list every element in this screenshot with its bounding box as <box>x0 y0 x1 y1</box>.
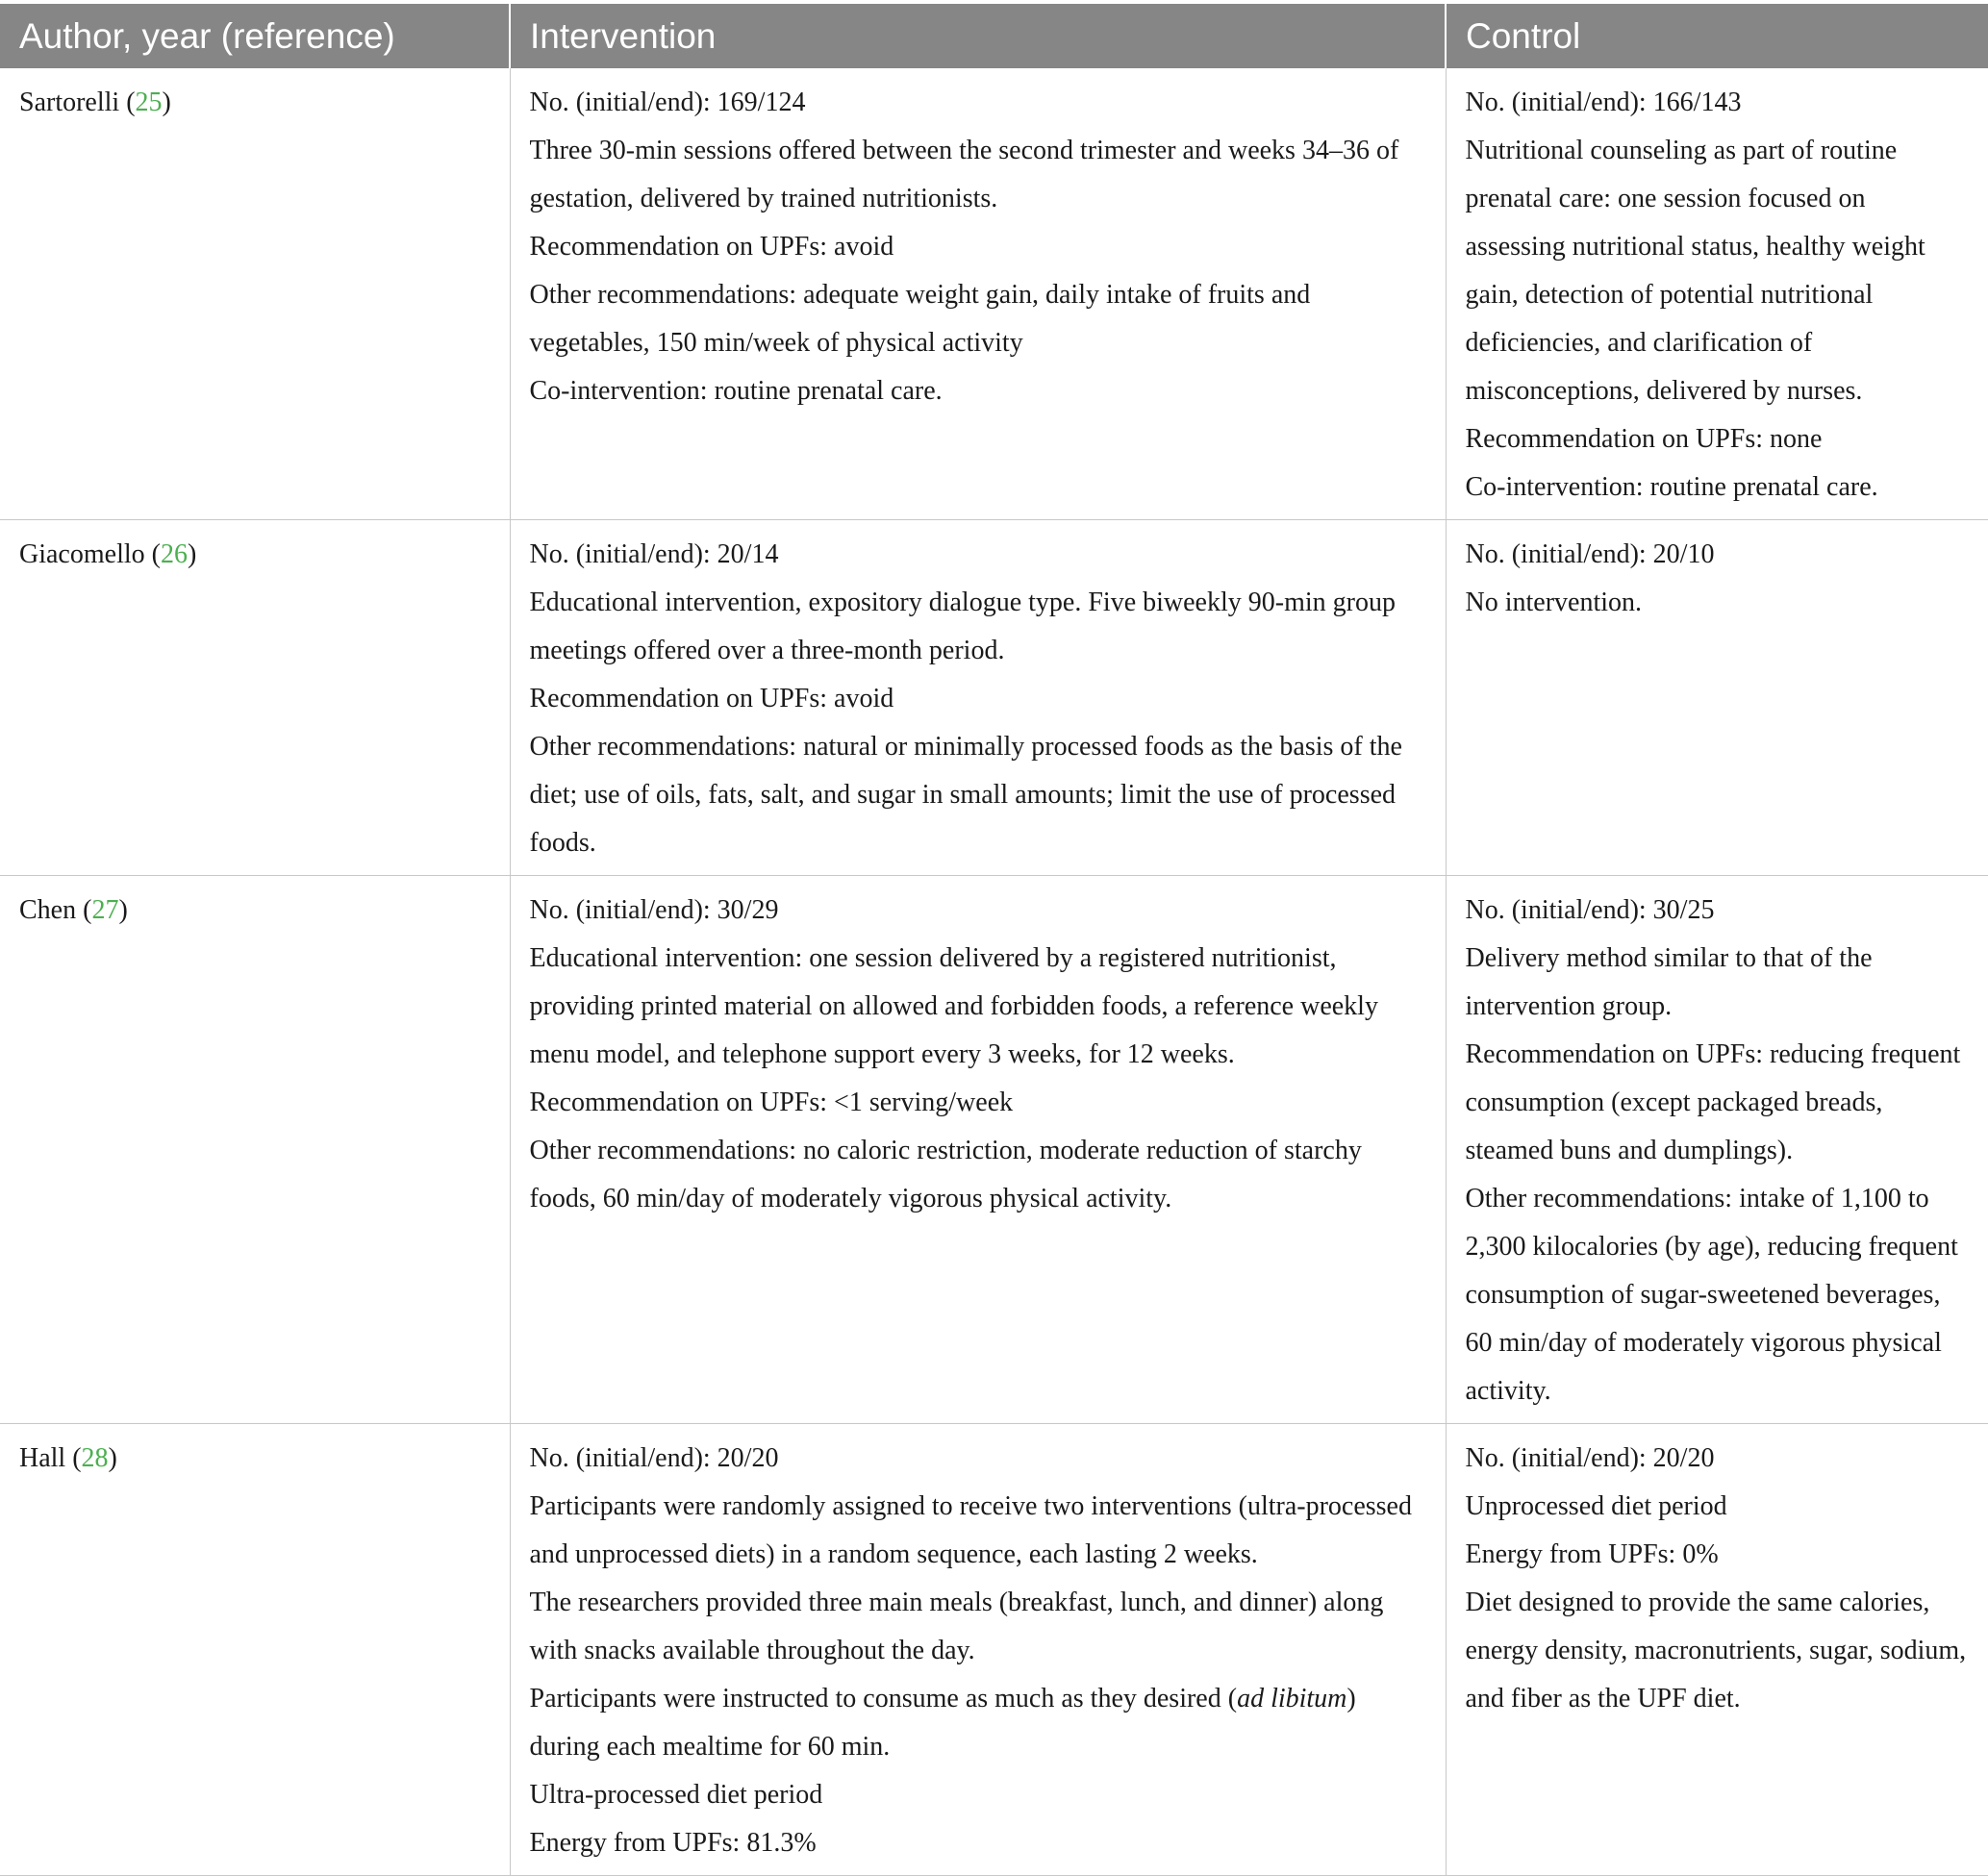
intervention-line: Recommendation on UPFs: avoid <box>529 684 894 713</box>
reference-link[interactable]: 25 <box>135 88 163 117</box>
reference-link[interactable]: 26 <box>160 539 188 569</box>
control-line: Delivery method similar to that of the intervention group. <box>1465 943 1873 1021</box>
table-header-row <box>0 4 1988 68</box>
control-line: Energy from UPFs: 0% <box>1465 1539 1719 1569</box>
table-row <box>0 68 1988 520</box>
control-line: No. (initial/end): 20/10 <box>1465 539 1715 569</box>
adlib-after: ) during each mealtime for 60 min. <box>529 1684 1356 1762</box>
author-name: Hall <box>19 1443 66 1473</box>
intervention-cell <box>510 876 1446 1424</box>
control-line: No intervention. <box>1465 588 1643 617</box>
control-line: Diet designed to provide the same calories, energy density, macronutrients, sugar, sodium, and fiber as the UPF diet. <box>1465 1588 1967 1713</box>
intervention-line: Recommendation on UPFs: <1 serving/week <box>529 1088 1014 1117</box>
control-cell <box>1446 876 1988 1424</box>
intervention-line: Educational intervention: one session delivered by a registered nutritionist, providing printed material on allowed and forbidden foods, a reference weekly menu model, and telephone support every 3 weeks, for 12 weeks. <box>529 943 1378 1069</box>
control-line: No. (initial/end): 20/20 <box>1465 1443 1715 1473</box>
header-author: Author, year (reference) <box>0 4 510 68</box>
control-line: Recommendation on UPFs: reducing frequent consumption (except packaged breads, steamed buns and dumplings). <box>1465 1039 1961 1165</box>
intervention-line: No. (initial/end): 169/124 <box>529 88 806 117</box>
author-name: Chen <box>19 895 77 925</box>
author-cell: Hall (28) <box>0 1424 510 1876</box>
control-cell <box>1446 520 1988 876</box>
intervention-line: No. (initial/end): 20/20 <box>529 1443 779 1473</box>
adlib-before: Participants were instructed to consume as much as they desired ( <box>529 1684 1238 1713</box>
author-name: Sartorelli <box>19 88 120 117</box>
study-table-container <box>0 4 1988 1876</box>
intervention-line: Recommendation on UPFs: avoid <box>529 232 894 262</box>
intervention-cell <box>510 68 1446 520</box>
intervention-line: No. (initial/end): 20/14 <box>529 539 779 569</box>
control-cell <box>1446 68 1988 520</box>
table-row <box>0 1424 1988 1876</box>
control-cell <box>1446 1424 1988 1876</box>
control-line: Other recommendations: intake of 1,100 to 2,300 kilocalories (by age), reducing frequent consumption of sugar-sweetened beverages, 60 min/day of moderately vigorous physical activity. <box>1465 1184 1958 1406</box>
intervention-line: Energy from UPFs: 81.3% <box>529 1828 817 1858</box>
intervention-line: Ultra-processed diet period <box>529 1780 823 1810</box>
control-line: Unprocessed diet period <box>1465 1491 1727 1521</box>
author-cell: Chen (27) <box>0 876 510 1424</box>
control-line: Nutritional counseling as part of routine prenatal care: one session focused on assessing nutritional status, healthy weight gain, detection of potential nutritional deficiencies, and clarification of misconceptions, delivered by nurses. <box>1465 136 1925 406</box>
intervention-line: Educational intervention, expository dialogue type. Five biweekly 90-min group meetings offered over a three-month period. <box>529 588 1396 665</box>
reference-link[interactable]: 28 <box>81 1443 109 1473</box>
table-row <box>0 876 1988 1424</box>
intervention-line: The researchers provided three main meals (breakfast, lunch, and dinner) along with snacks available throughout the day. <box>529 1588 1384 1665</box>
intervention-line: Participants were randomly assigned to receive two interventions (ultra-processed and unprocessed diets) in a random sequence, each lasting 2 weeks. <box>529 1491 1412 1569</box>
author-cell: Sartorelli (25) <box>0 68 510 520</box>
intervention-line: Three 30-min sessions offered between the second trimester and weeks 34–36 of gestation, delivered by trained nutritionists. <box>529 136 1399 213</box>
adlib-italic: ad libitum <box>1237 1684 1347 1713</box>
intervention-line: No. (initial/end): 30/29 <box>529 895 779 925</box>
header-control: Control <box>1446 4 1988 68</box>
intervention-cell <box>510 1424 1446 1876</box>
control-line: No. (initial/end): 30/25 <box>1465 895 1715 925</box>
intervention-line: Other recommendations: adequate weight gain, daily intake of fruits and vegetables, 150 min/week of physical activity <box>529 280 1311 358</box>
intervention-line: Other recommendations: natural or minimally processed foods as the basis of the diet; use of oils, fats, salt, and sugar in small amounts; limit the use of processed foods. <box>529 732 1402 858</box>
intervention-line: Other recommendations: no caloric restriction, moderate reduction of starchy foods, 60 min/day of moderately vigorous physical activity. <box>529 1136 1362 1213</box>
author-cell: Giacomello (26) <box>0 520 510 876</box>
intervention-line-adlibitum <box>530 1675 1426 1771</box>
intervention-line: Co-intervention: routine prenatal care. <box>529 376 943 406</box>
header-intervention: Intervention <box>510 4 1446 68</box>
control-line: Co-intervention: routine prenatal care. <box>1465 472 1878 502</box>
author-name: Giacomello <box>19 539 145 569</box>
study-characteristics-table <box>0 4 1988 1876</box>
control-line: Recommendation on UPFs: none <box>1465 424 1823 454</box>
reference-link[interactable]: 27 <box>91 895 119 925</box>
intervention-cell <box>510 520 1446 876</box>
control-line: No. (initial/end): 166/143 <box>1465 88 1742 117</box>
table-row <box>0 520 1988 876</box>
